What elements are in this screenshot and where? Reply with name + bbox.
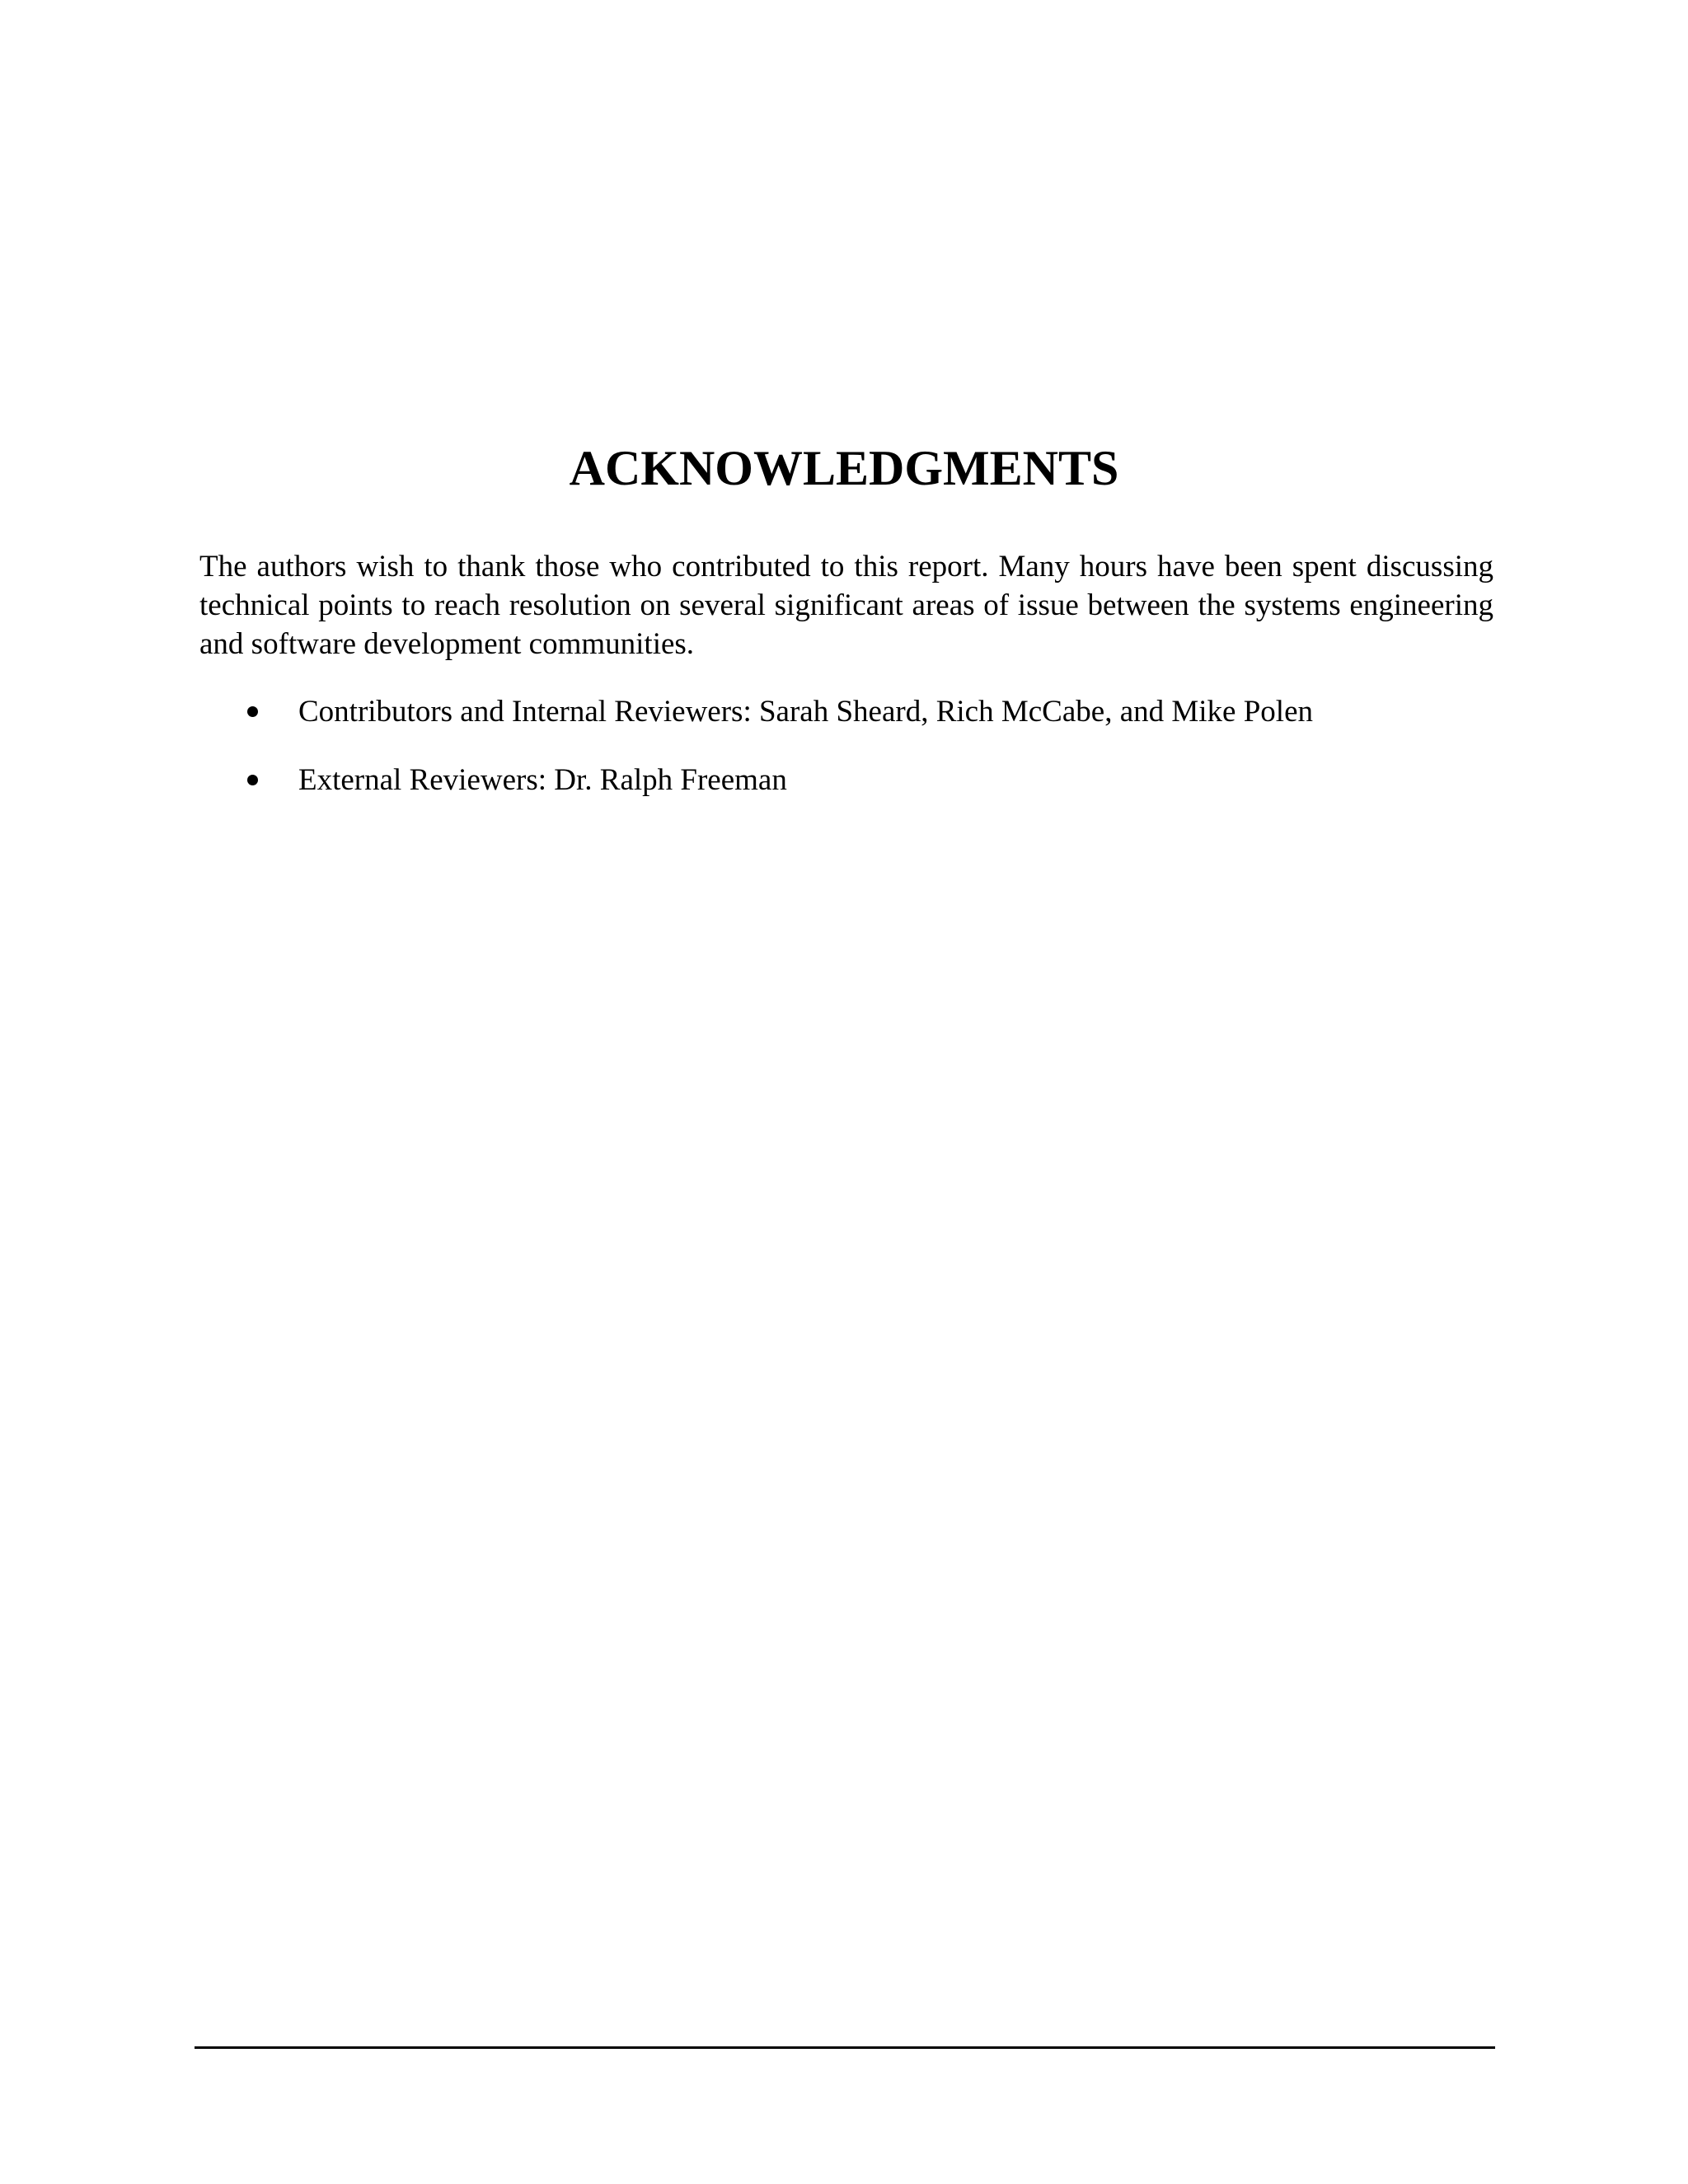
list-item bbox=[247, 761, 1484, 799]
list-item-text: Contributors and Internal Reviewers: Sarah Sheard, Rich McCabe, and Mike Polen bbox=[298, 695, 1313, 729]
intro-paragraph: The authors wish to thank those who contributed to this report. Many hours have been spent discussing technical points to reach resolution on several significant areas of issue between the systems engineering and software development communities. bbox=[199, 550, 1493, 661]
reviewer-list bbox=[247, 692, 1484, 829]
footer-divider bbox=[195, 2046, 1495, 2049]
bullet-icon bbox=[247, 706, 258, 717]
list-item-text: External Reviewers: Dr. Ralph Freeman bbox=[298, 763, 787, 797]
list-item bbox=[247, 692, 1484, 731]
page-title: ACKNOWLEDGMENTS bbox=[569, 441, 1119, 495]
bullet-icon bbox=[247, 775, 258, 785]
